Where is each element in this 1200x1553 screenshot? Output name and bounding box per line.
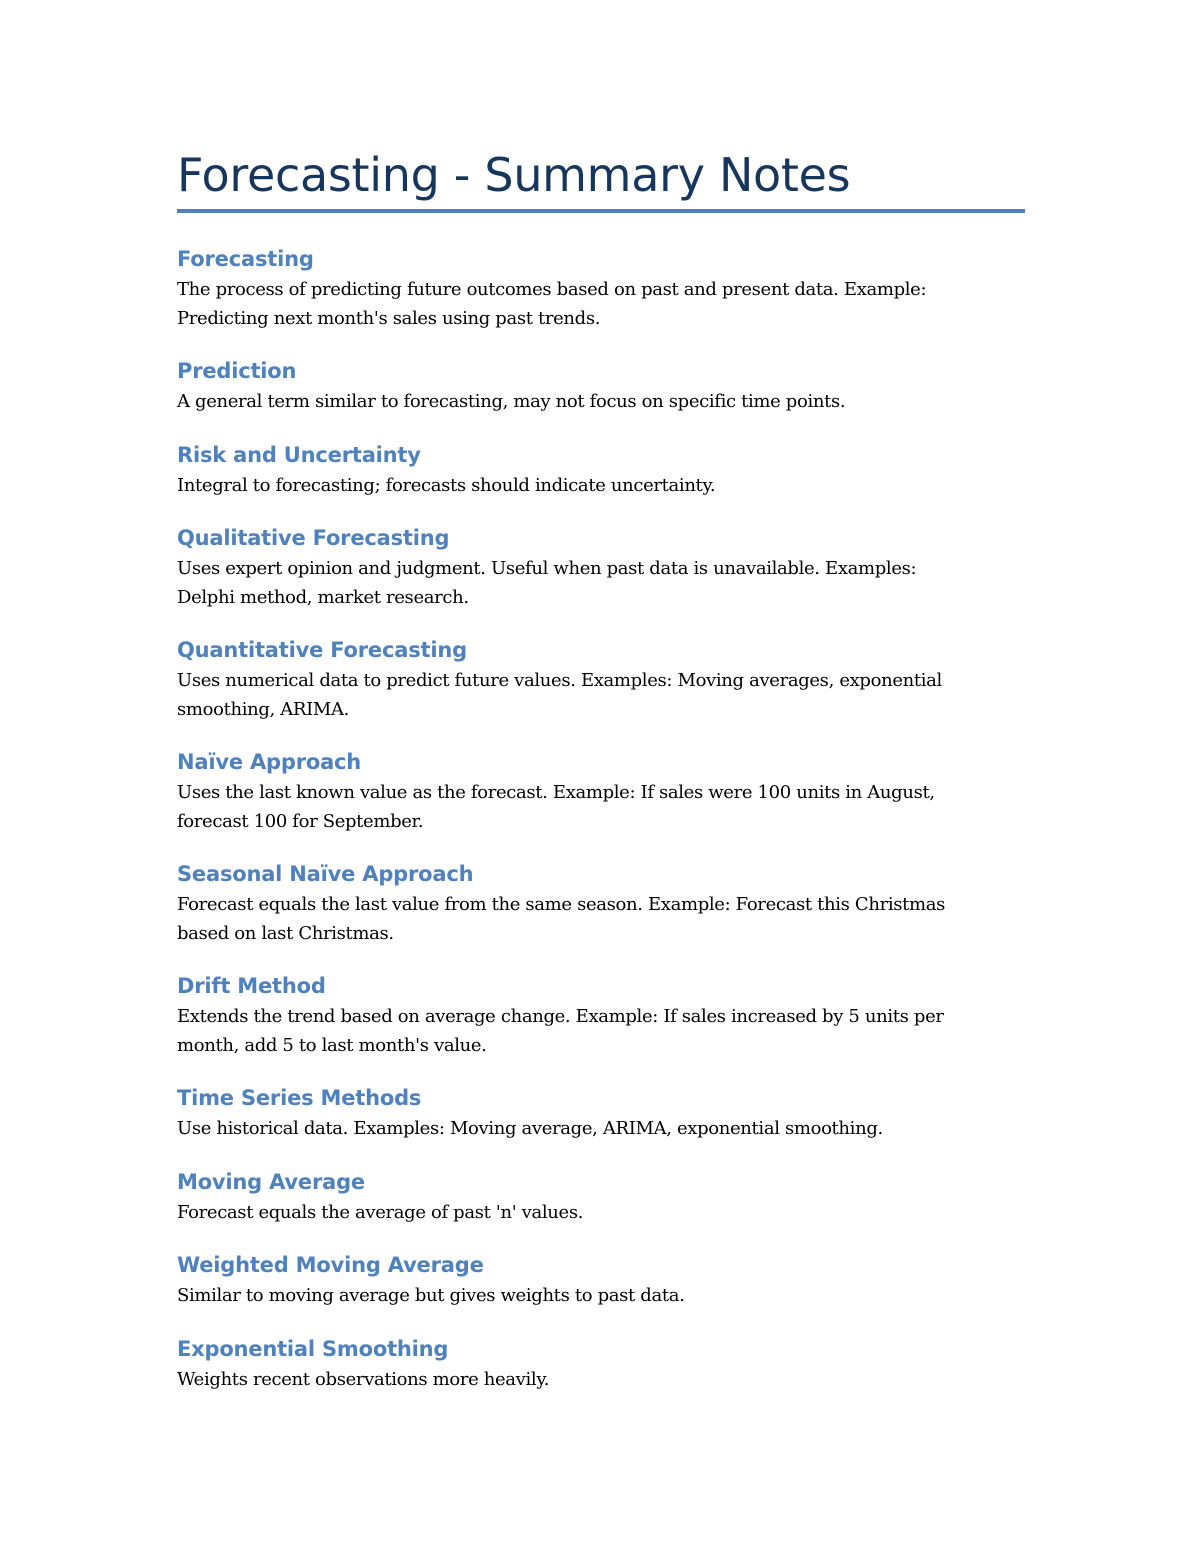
section-body: Uses the last known value as the forecast. Example: If sales were 100 units in August, forecast 100 for September. [177,782,935,832]
section-heading: Naïve Approach [177,750,362,774]
section-drift-method [177,969,1025,1060]
section-body: Integral to forecasting; forecasts should indicate uncertainty. [177,474,716,496]
section-body: A general term similar to forecasting, may not focus on specific time points. [177,391,846,412]
section-body: Forecast equals the average of past 'n' values. [177,1201,584,1223]
section-forecasting [177,242,1025,333]
section-heading: Exponential Smoothing [177,1336,449,1361]
section-body: The process of predicting future outcomes based on past and present data. Example: Predicting next month's sales using past trends. [177,279,927,329]
sections-list [177,242,1025,1415]
section-time-series-methods [177,1081,1025,1144]
section-body: Similar to moving average but gives weights to past data. [177,1285,685,1306]
section-heading: Moving Average [177,1169,365,1194]
title-underline-rule [177,209,1025,213]
section-heading: Risk and Uncertainty [177,442,421,467]
section-naive-approach [177,745,1025,836]
section-risk-and-uncertainty [177,438,1025,501]
section-body: Weights recent observations more heavily. [177,1368,550,1390]
section-body: Uses numerical data to predict future values. Examples: Moving averages, exponential smoothing, ARIMA. [177,670,942,720]
section-heading: Quantitative Forecasting [177,638,467,662]
section-body: Forecast equals the last value from the same season. Example: Forecast this Christmas based on last Christmas. [177,894,945,944]
document-title: Forecasting - Summary Notes [177,148,851,202]
section-seasonal-naive-approach [177,857,1025,948]
section-body: Extends the trend based on average change. Example: If sales increased by 5 units per month, add 5 to last month's value. [177,1006,944,1056]
section-heading: Seasonal Naïve Approach [177,862,474,886]
section-prediction [177,354,1025,417]
section-qualitative-forecasting [177,521,1025,612]
section-heading: Time Series Methods [177,1086,422,1110]
section-body: Use historical data. Examples: Moving average, ARIMA, exponential smoothing. [177,1118,883,1139]
section-quantitative-forecasting [177,633,1025,724]
section-exponential-smoothing [177,1332,1025,1395]
section-heading: Qualitative Forecasting [177,526,450,550]
section-weighted-moving-average [177,1248,1025,1311]
section-heading: Forecasting [177,247,314,271]
section-moving-average [177,1165,1025,1228]
section-heading: Prediction [177,359,297,383]
section-heading: Weighted Moving Average [177,1253,484,1277]
section-body: Uses expert opinion and judgment. Useful when past data is unavailable. Examples: Delphi method, market research. [177,558,917,608]
section-heading: Drift Method [177,974,326,998]
